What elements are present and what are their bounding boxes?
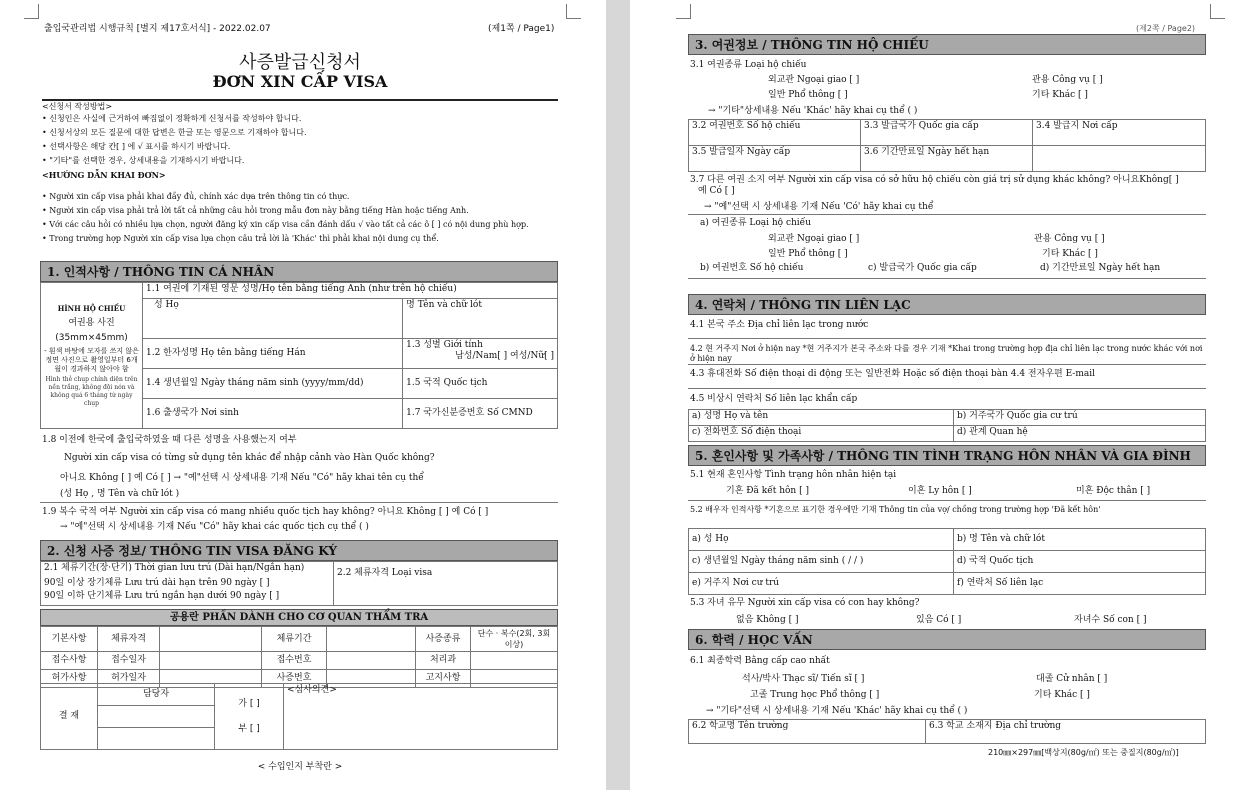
revenue-stamp-area: < 수입인지 부착란 > [257, 762, 343, 772]
office-cell[interactable] [471, 652, 558, 670]
section-contact: 4. 연락처 / THÔNG TIN LIÊN LẠC [688, 294, 1206, 315]
office-cell: 접수일자 [98, 652, 160, 670]
other-option[interactable]: 기타 Khác [ ] [1032, 90, 1088, 100]
long-stay-option[interactable]: 90일 이상 장기체류 Lưu trú dài hạn trên 90 ngày [ ] [44, 578, 270, 588]
crop-mark [1210, 4, 1225, 19]
form-reference: 출입국관리법 시행규칙 [별지 제17호서식] - 2022.02.07 [44, 24, 271, 34]
given-name-label: 명 Tên và chữ lót [406, 300, 482, 310]
high-school-option[interactable]: 고졸 Trung học Phổ thông [ ] [750, 690, 880, 700]
form-page-1 [0, 0, 606, 790]
form-page-2 [630, 0, 1244, 790]
spouse-contact-field[interactable]: f) 연락처 Số liên lạc [954, 573, 1206, 595]
guide-item: • 선택사항은 해당 칸[ ] 에 √ 표시를 하시기 바랍니다. [42, 142, 231, 151]
stay-period-label: 2.1 체류기간(장·단기) Thời gian lưu trú (Dài hạn/Ngắn hạn) [44, 563, 305, 573]
married-option[interactable]: 기혼 Đã kết hôn [ ] [726, 486, 809, 496]
section-personal-info: 1. 인적사항 / THÔNG TIN CÁ NHÂN [40, 261, 558, 282]
guide-item: • Với các câu hỏi có nhiều lựa chọn, người đăng ký xin cấp visa cần đánh dấu √ vào tất cả các ô [ ] có nội dung phù hợp. [42, 220, 529, 229]
spouse-surname-field[interactable]: a) 성 Họ [689, 529, 954, 551]
other-diplomatic-option[interactable]: 외교관 Ngoại giao [ ] [768, 234, 860, 244]
question-1-8 [42, 435, 558, 500]
other-passport-type: a) 여권종류 Loại hộ chiếu [700, 218, 811, 228]
phone-email-field[interactable]: 4.3 휴대전화 Số điện thoại di động 또는 일반전화 Hoặc số điện thoại bàn 4.4 전자우편 E-mail [690, 369, 1095, 379]
other-regular-option[interactable]: 일반 Phổ thông [ ] [768, 249, 848, 259]
passport-number-field[interactable]: 3.2 여권번호 Số hộ chiếu [689, 120, 861, 146]
photo-label-kr: 여권용 사진 [68, 317, 115, 328]
office-cell: 허가일자 [98, 670, 160, 688]
official-option[interactable]: 관용 Công vụ [ ] [1032, 75, 1103, 85]
reject-option[interactable]: 부 [ ] [238, 723, 260, 734]
guide-item: • Người xin cấp visa phải trả lời tất cả những câu hỏi trong mẫu đơn này bằng tiếng Hàn hoặc tiếng Anh. [42, 206, 469, 215]
q18-label: 1.8 이전에 한국에 출입국하였을 때 다른 성명을 사용했는지 여부 [42, 435, 297, 445]
approval-label: 결 재 [41, 684, 98, 750]
education-other-option[interactable]: 기타 Khác [ ] [1034, 690, 1090, 700]
review-opinion[interactable]: <심사의견> [284, 684, 558, 750]
emergency-name-field[interactable]: a) 성명 Họ và tên [689, 410, 954, 426]
office-cell: 체류기간 [262, 627, 327, 652]
divider [688, 214, 1206, 215]
page-number: (제1쪽 / Page1) [488, 24, 555, 34]
section-visa-info: 2. 신청 사증 정보/ THÔNG TIN VISA ĐĂNG KÝ [40, 540, 558, 561]
question-3-7 [690, 175, 1206, 213]
approval-table [40, 683, 558, 750]
q18-options[interactable]: 아니요 Không [ ] 예 Có [ ] → "예"선택 시 상세내용 기재 Nếu "Có" hãy khai tên cụ thể [60, 473, 424, 483]
office-cell: 사증종류 [416, 627, 471, 652]
masters-phd-option[interactable]: 석사/박사 Thạc sĩ/ Tiến sĩ [ ] [742, 674, 865, 684]
other-expiry-date[interactable]: d) 기간만료일 Ngày hết hạn [1040, 263, 1161, 273]
spouse-dob-field[interactable]: c) 생년월일 Ngày tháng năm sinh ( / / ) [689, 551, 954, 573]
divider [688, 278, 1206, 279]
spouse-table [688, 528, 1206, 595]
children-label: 5.3 자녀 유무 Người xin cấp visa có con hay không? [690, 598, 920, 608]
divider [688, 500, 1206, 501]
diplomatic-option[interactable]: 외교관 Ngoại giao [ ] [768, 75, 860, 85]
guide-item: • Người xin cấp visa phải khai đầy đủ, chính xác dựa trên thông tin có thực. [42, 192, 350, 201]
current-address-field[interactable]: 4.2 현 거주지 Nơi ở hiện nay *현 거주지가 본국 주소와 다를 경우 기재 *Khai trong trường hợp địa chỉ liên lạc trong nước khác với nơi ở hiện nay [690, 344, 1203, 363]
q37-detail: → "예"선택 시 상세내용 기재 Nếu 'Có' hãy khai cụ thể [704, 202, 934, 212]
guide-kr-heading: <신청서 작성방법> [42, 102, 113, 111]
q19-label[interactable]: 1.9 복수 국적 여부 Người xin cấp visa có mang nhiều quốc tịch hay không? 아니요 Không [ ] 예 Có [ ] [42, 507, 489, 517]
emergency-contact-label: 4.5 비상시 연락처 Số liên lạc khẩn cấp [690, 394, 858, 404]
school-table [688, 719, 1206, 744]
q19-detail[interactable]: → "예"선택 시 상세내용 기재 Nếu "Có" hãy khai các quốc tịch cụ thể ( ) [60, 522, 369, 532]
office-cell: 처리과 [416, 652, 471, 670]
no-children-option[interactable]: 없음 Không [ ] [736, 615, 799, 625]
divider [688, 364, 1206, 365]
photo-rule-vi: Hình thẻ chụp chính diện trên nền trắng, không đội nón và không quá 6 tháng từ ngày chụp [45, 375, 138, 407]
surname-field[interactable] [143, 299, 403, 339]
short-stay-option[interactable]: 90일 이하 단기체류 Lưu trú ngắn hạn dưới 90 ngày [ ] [44, 591, 280, 601]
page-number: (제2쪽 / Page2) [1136, 24, 1196, 33]
form-title-kr: 사증발급신청서 [239, 52, 361, 73]
office-cell: 접수사항 [41, 652, 98, 670]
education-label: 6.1 최종학력 Bằng cấp cao nhất [690, 656, 830, 666]
guide-vi [42, 170, 558, 244]
field-1-1-label: 1.1 여권에 기재된 영문 성명/Họ tên bằng tiếng Anh (như trên hộ chiếu) [143, 283, 558, 299]
photo-rule-kr: - 흰색 바탕에 모자를 쓰지 않은 정면 사진으로 촬영일부터 6개월이 경과하지 않아야 함 [44, 346, 139, 373]
section-education: 6. 학력 / HỌC VẤN [688, 629, 1206, 650]
guide-item: • "기타"를 선택한 경우, 상세내용을 기재하시기 바랍니다. [42, 156, 245, 165]
office-cell[interactable] [327, 652, 416, 670]
crop-mark [24, 4, 39, 19]
emergency-country-field[interactable]: b) 거주국가 Quốc gia cư trú [954, 410, 1206, 426]
emergency-phone-field[interactable]: c) 전화번호 Số điện thoại [689, 426, 954, 442]
other-issuing-country[interactable]: c) 발급국가 Quốc gia cấp [868, 263, 977, 273]
q37-yes[interactable]: 예 Có [ ] [698, 186, 735, 196]
divider [40, 502, 558, 503]
office-cell: 고지사항 [416, 670, 471, 688]
school-address-field[interactable]: 6.3 학교 소재지 Địa chỉ trường [926, 720, 1206, 744]
paper-spec-footer: 210㎜×297㎜[백상지(80g/㎡) 또는 중질지(80g/㎡)] [988, 748, 1179, 757]
office-cell: 체류자격 [98, 627, 160, 652]
stay-period-field[interactable] [41, 562, 334, 606]
office-use-header: 공용란 PHẦN DÀNH CHO CƠ QUAN THẨM TRA [40, 609, 558, 626]
home-address-field[interactable]: 4.1 본국 주소 Địa chỉ liên lạc trong nước [690, 320, 869, 330]
visa-type-field[interactable]: 2.2 체류자격 Loại visa [334, 562, 558, 606]
guide-kr [42, 102, 558, 166]
office-cell: 접수번호 [262, 652, 327, 670]
empty-cell [1033, 146, 1206, 172]
nationality-field[interactable]: 1.5 국적 Quốc tịch [403, 369, 558, 399]
crop-mark [676, 4, 691, 19]
other-other-option[interactable]: 기타 Khác [ ] [1042, 249, 1098, 259]
given-name-field[interactable] [403, 299, 558, 339]
title-divider [42, 99, 558, 101]
guide-item: • 신청서상의 모든 질문에 대한 답변은 한글 또는 영문으로 기재하야 합니다. [42, 128, 307, 137]
spouse-residence-field[interactable]: e) 거주지 Nơi cư trú [689, 573, 954, 595]
bachelor-option[interactable]: 대졸 Cử nhân [ ] [1036, 674, 1108, 684]
office-cell: 기본사항 [41, 627, 98, 652]
office-use-table [40, 626, 558, 688]
gender-label: 1.3 성별 Giới tính [406, 340, 483, 350]
divorced-option[interactable]: 이혼 Ly hôn [ ] [908, 486, 972, 496]
issuing-country-field[interactable]: 3.3 발급국가 Quốc gia cấp [861, 120, 1033, 146]
form-title-vi: ĐƠN XIN CẤP VISA [212, 72, 388, 91]
question-1-9 [42, 507, 558, 533]
divider [688, 388, 1206, 389]
guide-item: • 신청인은 사실에 근거하여 빠짐없이 정확하게 신청서를 작성하야 합니다. [42, 114, 302, 123]
has-children-option[interactable]: 있음 Có [ ] [916, 615, 962, 625]
q37-label[interactable]: 3.7 다른 여권 소지 여부 Người xin cấp visa có sở hữu hộ chiếu còn giá trị sử dụng khác không? 아니요Không[ ] [690, 175, 1179, 185]
education-other-detail[interactable]: → "기타"선택 시 상세내용 기재 Nếu 'Khác' hãy khai cụ thể ( ) [706, 706, 968, 716]
section-passport: 3. 여권정보 / THÔNG TIN HỘ CHIẾU [688, 34, 1206, 55]
office-cell: 사증번호 [262, 670, 327, 688]
visa-info-table [40, 561, 558, 606]
emergency-contact-table [688, 409, 1206, 442]
photo-label-vi: HÌNH HỘ CHIẾU [57, 303, 126, 313]
surname-label: 성 Họ [154, 300, 179, 310]
crop-mark [566, 4, 581, 19]
photo-box[interactable] [41, 283, 143, 429]
section-marriage-family: 5. 혼인사항 및 가족사항 / THÔNG TIN TÌNH TRẠNG HÔN NHÂN VÀ GIA ĐÌNH [688, 445, 1206, 466]
emergency-relation-field[interactable]: d) 관계 Quan hệ [954, 426, 1206, 442]
photo-size: (35mm×45mm) [55, 332, 128, 343]
spouse-info-label: 5.2 배우자 인적사항 *기혼으로 표기한 경우에만 기재 Thông tin của vợ/ chồng trong trường hợp 'Đã kết hôn' [690, 505, 1101, 514]
gender-field[interactable] [403, 339, 558, 369]
single-option[interactable]: 미혼 Độc thân [ ] [1076, 486, 1151, 496]
spouse-given-name-field[interactable]: b) 명 Tên và chữ lót [954, 529, 1206, 551]
q18-other-name[interactable]: (성 Họ , 명 Tên và chữ lót ) [60, 489, 180, 499]
spouse-nationality-field[interactable]: d) 국적 Quốc tịch [954, 551, 1206, 573]
personal-info-table [40, 282, 558, 429]
office-cell[interactable]: 단수 · 복수(2회, 3회 이상) [471, 627, 558, 652]
office-cell[interactable] [160, 627, 262, 652]
expiry-date-field[interactable]: 3.6 기간만료일 Ngày hết hạn [861, 146, 1033, 172]
approval-sign-cell[interactable] [98, 728, 215, 750]
field-3-1-label: 3.1 여권종류 Loại hộ chiếu [690, 60, 807, 70]
birthplace-field[interactable]: 1.6 출생국가 Nơi sinh [143, 399, 403, 429]
national-id-field[interactable]: 1.7 국가신분증번호 Số CMND [403, 399, 558, 429]
approval-staff: 담당자 [98, 684, 215, 706]
other-detail[interactable]: → "기타"상세내용 Nếu 'Khác' hãy khai cụ thể ( ) [708, 106, 918, 116]
dob-field[interactable]: 1.4 생년월일 Ngày tháng năm sinh (yyyy/mm/dd) [143, 369, 403, 399]
other-official-option[interactable]: 관용 Công vụ [ ] [1034, 234, 1105, 244]
guide-item: • Trong trường hợp Người xin cấp visa lựa chọn câu trả lời là 'Khác' thì phải khai nội dung cụ thể. [42, 234, 439, 243]
other-passport-number[interactable]: b) 여권번호 Số hộ chiếu [700, 263, 804, 273]
office-cell[interactable] [160, 652, 262, 670]
q18-question: Người xin cấp visa có từng sử dụng tên khác để nhập cảnh vào Hàn Quốc không? [64, 453, 435, 463]
passport-table [688, 119, 1206, 172]
hanja-name-field[interactable]: 1.2 한자성명 Họ tên bằng tiếng Hán [143, 339, 403, 369]
school-name-field[interactable]: 6.2 학교명 Tên trường [689, 720, 926, 744]
approval-decision[interactable] [215, 684, 284, 750]
issuing-place-field[interactable]: 3.4 발급지 Nơi cấp [1033, 120, 1206, 146]
divider [688, 338, 1206, 339]
office-cell: 허가사항 [41, 670, 98, 688]
office-cell[interactable] [327, 627, 416, 652]
issue-date-field[interactable]: 3.5 발급일자 Ngày cấp [689, 146, 861, 172]
approve-option[interactable]: 가 [ ] [238, 698, 260, 709]
marital-status-label: 5.1 현재 혼인사항 Tình trạng hôn nhân hiện tại [690, 470, 897, 480]
gender-options[interactable]: 남성/Nam[ ] 여성/Nữ[ ] [455, 351, 554, 361]
guide-vi-heading: <HƯỚNG DẪN KHAI ĐƠN> [42, 170, 166, 180]
regular-option[interactable]: 일반 Phổ thông [ ] [768, 90, 848, 100]
approval-sign-cell[interactable] [98, 706, 215, 728]
children-count-field[interactable]: 자녀수 Số con [ ] [1074, 615, 1147, 625]
